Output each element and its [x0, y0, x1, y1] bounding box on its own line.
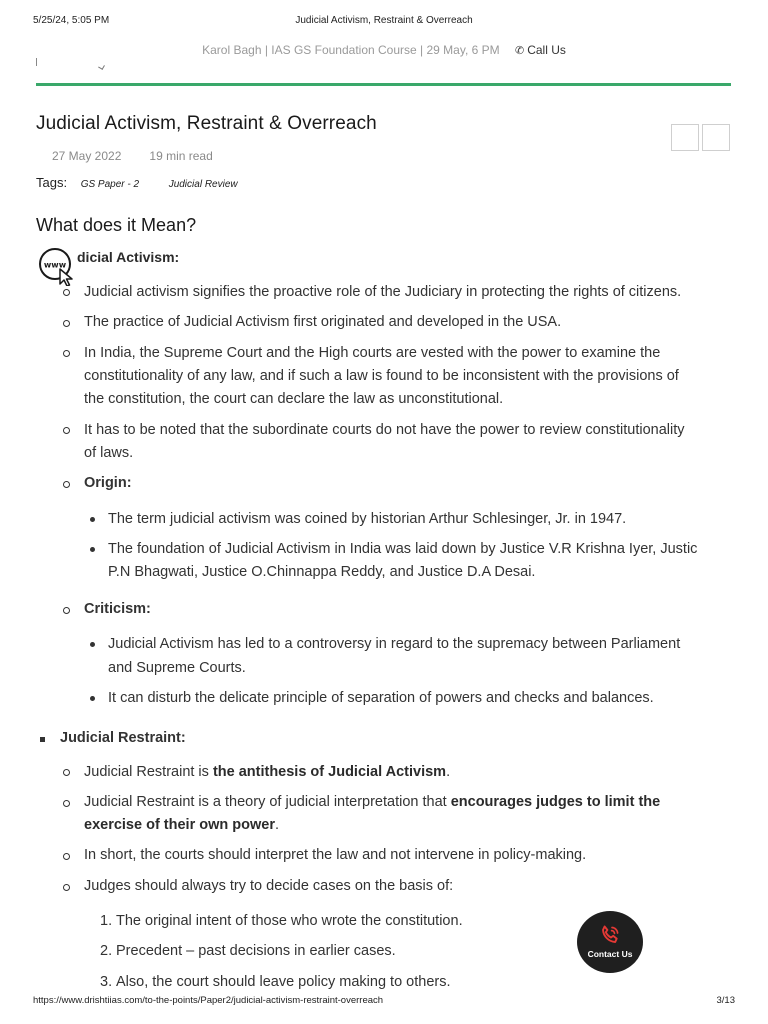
share-button-1[interactable]	[671, 124, 699, 151]
list-item: Judicial activism signifies the proactive role of the Judiciary in protecting the rights of citizens.	[84, 284, 682, 300]
tag-link[interactable]: Judicial Review	[168, 179, 238, 190]
judicial-activism-heading: dicial Activism:	[77, 249, 180, 265]
bullet-icon	[40, 737, 45, 742]
bullet-icon	[63, 427, 70, 434]
list-item-continuation: and Supreme Courts.	[108, 660, 246, 676]
print-header	[33, 15, 735, 29]
numbered-item: Precedent – past decisions in earlier cases.	[116, 943, 396, 959]
print-page-number: 3/13	[716, 995, 735, 1006]
bullet-icon	[63, 769, 70, 776]
list-item-continuation: the constitution, the court can declare the law as unconstitutional.	[84, 391, 504, 407]
list-item: In India, the Supreme Court and the High courts are vested with the power to examine the	[84, 345, 661, 361]
tag-link[interactable]: GS Paper - 2	[80, 179, 140, 190]
article-title: Judicial Activism, Restraint & Overreach	[36, 113, 377, 134]
tags-label: Tags:	[36, 175, 68, 190]
print-url: https://www.drishtiias.com/to-the-points/Paper2/judicial-activism-restraint-overreach	[33, 995, 384, 1006]
bullet-icon	[63, 607, 70, 614]
article-date: 27 May 2022	[52, 149, 122, 163]
article-meta	[52, 149, 213, 163]
numbered-item: The original intent of those who wrote the constitution.	[116, 913, 463, 929]
svg-text:www: www	[43, 260, 67, 270]
bullet-icon	[90, 547, 95, 552]
contact-us-button[interactable]	[577, 911, 643, 973]
share-button-2[interactable]	[702, 124, 730, 151]
promo-banner[interactable]	[0, 43, 768, 57]
list-item-continuation: exercise of their own power.	[84, 817, 280, 833]
list-item: In short, the courts should interpret the law and not intervene in policy-making.	[84, 847, 587, 863]
bullet-icon	[90, 642, 95, 647]
list-item: Judges should always try to decide cases on the basis of:	[84, 878, 454, 894]
print-datetime: 5/25/24, 5:05 PM	[33, 15, 110, 26]
list-item-continuation: constitutionality of any law, and if such a law is found to be inconsistent with the provisions of	[84, 368, 679, 384]
article-read-time: 19 min read	[149, 149, 213, 163]
list-item: It can disturb the delicate principle of separation of powers and checks and balances.	[108, 690, 654, 706]
list-item: It has to be noted that the subordinate courts do not have the power to review constitutionality	[84, 422, 685, 438]
promo-text[interactable]: Karol Bagh | IAS GS Foundation Course | 29 May, 6 PM	[202, 43, 500, 57]
bullet-icon	[90, 517, 95, 522]
header-divider	[36, 83, 731, 86]
bullet-icon	[63, 350, 70, 357]
phone-icon: ✆	[514, 45, 525, 57]
origin-heading: Origin:	[84, 475, 132, 491]
bullet-icon	[90, 696, 95, 701]
article-tags	[36, 175, 238, 190]
bullet-icon	[63, 800, 70, 807]
clipped-nav-fragment-2	[98, 63, 105, 70]
list-item: The foundation of Judicial Activism in India was laid down by Justice V.R Krishna Iyer, Justic	[108, 541, 698, 557]
list-item-continuation: of laws.	[84, 445, 134, 461]
list-item: Judicial Activism has led to a controversy in regard to the supremacy between Parliament	[108, 636, 681, 652]
phone-call-icon	[598, 923, 622, 947]
criticism-heading: Criticism:	[84, 601, 151, 617]
numbered-marker: 1.	[100, 913, 113, 929]
print-title: Judicial Activism, Restraint & Overreach	[295, 15, 473, 26]
www-cursor-icon	[38, 246, 76, 286]
bullet-icon	[63, 289, 70, 296]
bullet-icon	[63, 320, 70, 327]
list-item-continuation: P.N Bhagwati, Justice O.Chinnappa Reddy, and Justice D.A Desai.	[108, 564, 536, 580]
bullet-icon	[63, 884, 70, 891]
print-footer	[33, 995, 735, 1009]
numbered-marker: 3.	[100, 974, 113, 990]
list-item: Judicial Restraint is the antithesis of Judicial Activism.	[84, 764, 451, 780]
contact-us-label: Contact Us	[587, 949, 633, 959]
clipped-nav-fragment	[36, 58, 37, 66]
numbered-marker: 2.	[100, 943, 113, 959]
list-item: Judicial Restraint is a theory of judicial interpretation that encourages judges to limit the	[84, 794, 661, 810]
list-item: The term judicial activism was coined by historian Arthur Schlesinger, Jr. in 1947.	[108, 511, 627, 527]
bullet-icon	[63, 481, 70, 488]
call-us-link[interactable]	[515, 43, 566, 57]
call-us-label: Call Us	[527, 43, 566, 57]
judicial-restraint-heading: Judicial Restraint:	[60, 730, 186, 746]
bullet-icon	[63, 853, 70, 860]
numbered-item: Also, the court should leave policy making to others.	[116, 974, 451, 990]
list-item: The practice of Judicial Activism first originated and developed in the USA.	[84, 314, 562, 330]
section-heading: What does it Mean?	[36, 215, 197, 235]
